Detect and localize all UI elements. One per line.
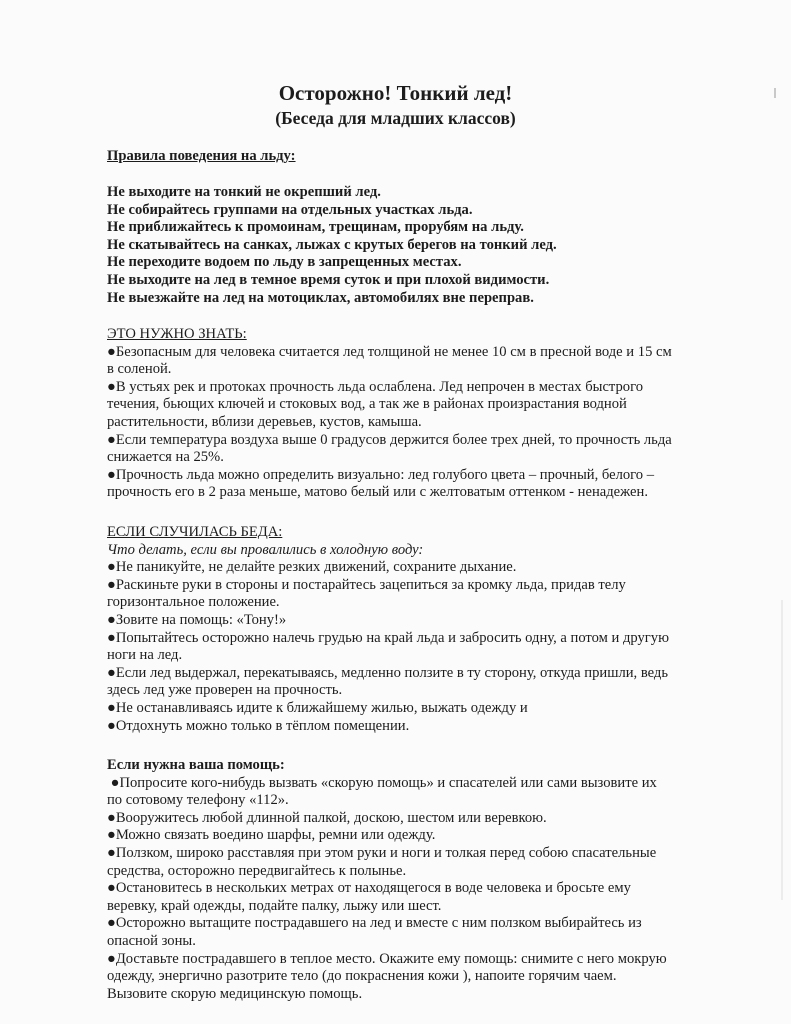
rule-item: Не выезжайте на лед на мотоциклах, автомобилях вне переправ. bbox=[107, 289, 534, 306]
help-line: ●Ползком, широко расставляя при этом руки и ноги и толкая перед собою спасательные bbox=[107, 844, 657, 861]
rules-heading: Правила поведения на льду: bbox=[107, 148, 296, 164]
rules-list bbox=[107, 184, 727, 307]
help-line: Вызовите скорую медицинскую помощь. bbox=[107, 985, 363, 1002]
help-line: ●Осторожно вытащите пострадавшего на лед и вместе с ним ползком выбирайтесь из bbox=[107, 915, 642, 932]
know-line: течения, бьющих ключей и стоковых вод, а так же в районах произрастания водной bbox=[107, 396, 627, 413]
help-line: ●Можно связать воедино шарфы, ремни или одежду. bbox=[107, 827, 436, 844]
trouble-line: ●Зовите на помощь: «Тону!» bbox=[107, 611, 287, 628]
help-section bbox=[107, 757, 727, 1003]
rule-item: Не выходите на тонкий не окрепший лед. bbox=[107, 184, 381, 200]
trouble-line: ●Не останавливаясь идите к ближайшему жилью, выжать одежду и bbox=[107, 699, 528, 716]
rule-item: Не скатывайтесь на санках, лыжах с крутых берегов на тонкий лед. bbox=[107, 236, 557, 253]
document-title: Осторожно! Тонкий лед! bbox=[278, 81, 513, 105]
know-line: снижается на 25%. bbox=[107, 449, 224, 466]
help-line: средства, осторожно передвигайтесь к полынье. bbox=[107, 862, 407, 879]
help-line: одежду, энергично разотрите тело (до покраснения кожи ), напоите горячим чаем. bbox=[107, 968, 617, 985]
know-line: ●Безопасным для человека считается лед толщиной не менее 10 см в пресной воде и 15 см bbox=[107, 343, 672, 360]
rule-item: Не приближайтесь к промоинам, трещинам, прорубям на льду. bbox=[107, 219, 524, 236]
scan-mark bbox=[774, 88, 776, 98]
rules-heading-block bbox=[107, 148, 727, 166]
help-line: по сотовому телефону «112». bbox=[107, 792, 289, 809]
know-line: ●Прочность льда можно определить визуально: лед голубого цвета – прочный, белого – bbox=[107, 466, 655, 483]
rule-item: Не собирайтесь группами на отдельных участках льда. bbox=[107, 201, 473, 218]
know-line: ●Если температура воздуха выше 0 градусов держится более трех дней, то прочность льда bbox=[107, 431, 672, 448]
trouble-line: ●Раскиньте руки в стороны и постарайтесь зацепиться за кромку льда, придав телу bbox=[107, 576, 626, 593]
trouble-intro: Что делать, если вы провалились в холодную воду: bbox=[107, 541, 424, 558]
trouble-line: горизонтальное положение. bbox=[107, 594, 280, 611]
trouble-section bbox=[107, 524, 727, 735]
help-line: ●Доставьте пострадавшего в теплое место. Окажите ему помощь: снимите с него мокрую bbox=[107, 950, 667, 967]
know-line: в соленой. bbox=[107, 361, 172, 378]
trouble-line: ноги на лед. bbox=[107, 647, 183, 664]
trouble-line: ●Попытайтесь осторожно налечь грудью на край льда и забросить одну, а потом и другую bbox=[107, 629, 669, 646]
scan-mark bbox=[781, 600, 783, 900]
document-subtitle: (Беседа для младших классов) bbox=[275, 108, 516, 128]
help-heading: Если нужна ваша помощь: bbox=[107, 757, 285, 773]
know-section bbox=[107, 326, 727, 502]
rule-item: Не выходите на лед в темное время суток и при плохой видимости. bbox=[107, 271, 550, 288]
trouble-line: ●Не паникуйте, не делайте резких движений, сохраните дыхание. bbox=[107, 559, 517, 576]
trouble-line: ●Если лед выдержал, перекатываясь, медленно ползите в ту сторону, откуда пришли, ведь bbox=[107, 664, 669, 681]
help-line: ●Попросите кого-нибудь вызвать «скорую помощь» и спасателей или сами вызовите их bbox=[107, 774, 657, 791]
help-line: ●Вооружитесь любой длинной палкой, доскою, шестом или веревкою. bbox=[107, 809, 547, 826]
trouble-line: ●Отдохнуть можно только в тёплом помещении. bbox=[107, 717, 410, 734]
know-line: ●В устьях рек и протоках прочность льда ослаблена. Лед непрочен в местах быстрого bbox=[107, 378, 643, 395]
help-line: опасной зоны. bbox=[107, 932, 196, 949]
know-heading: ЭТО НУЖНО ЗНАТЬ: bbox=[107, 326, 247, 342]
help-line: ●Остановитесь в нескольких метрах от находящегося в воде человека и бросьте ему bbox=[107, 880, 631, 897]
know-line: растительности, вблизи деревьев, кустов, камыша. bbox=[107, 413, 422, 430]
help-line: веревку, край одежды, подайте палку, лыжу или шест. bbox=[107, 897, 442, 914]
know-line: прочность его в 2 раза меньше, матово белый или с желтоватым оттенком - ненадежен. bbox=[107, 484, 648, 501]
trouble-heading: ЕСЛИ СЛУЧИЛАСЬ БЕДА: bbox=[107, 524, 283, 540]
trouble-line: здесь лед уже проверен на прочность. bbox=[107, 682, 343, 699]
rule-item: Не переходите водоем по льду в запрещенных местах. bbox=[107, 254, 462, 271]
